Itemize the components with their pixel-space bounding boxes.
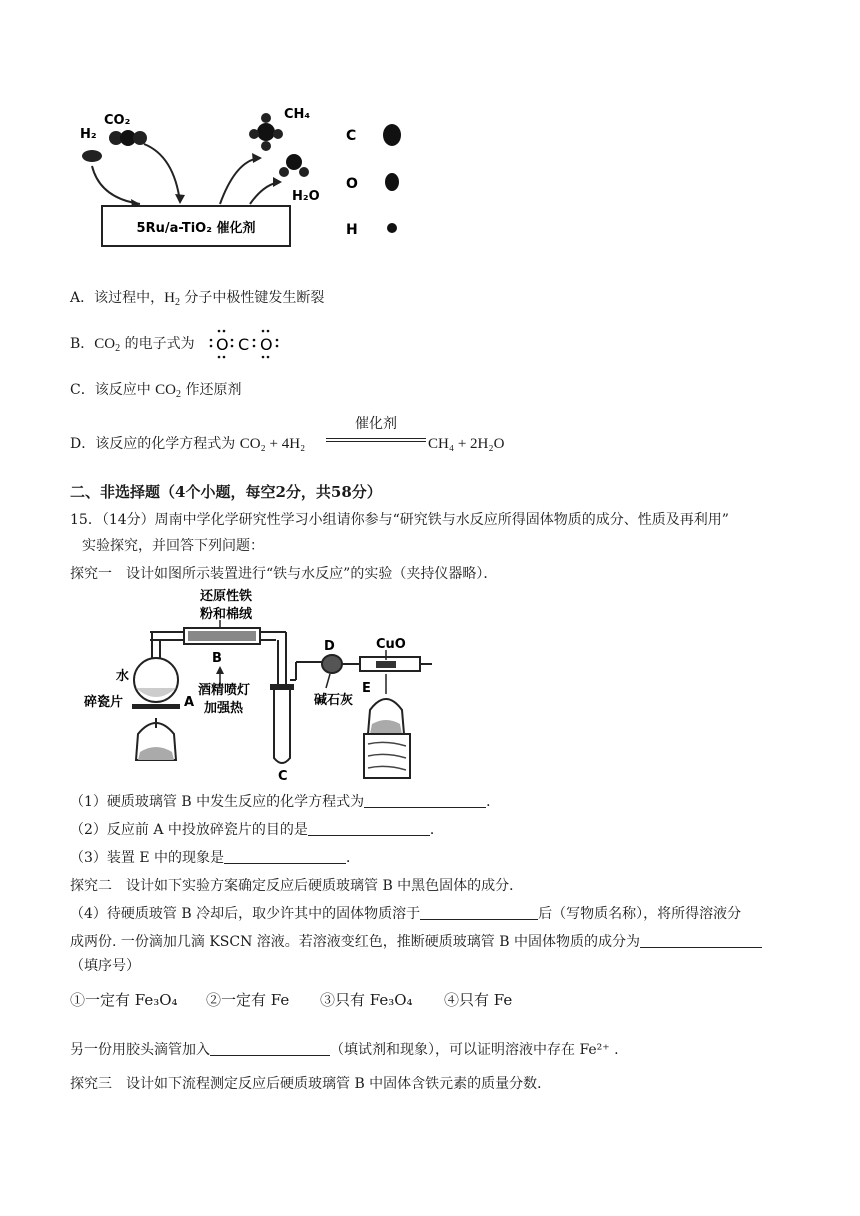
option-d-reactants: CO₂ + 4H₂ — [239, 436, 306, 452]
q4-line2-text: 成两份. 一份滴加几滴 KSCN 溶液。若溶液变红色，推断硬质玻璃管 B 中固体物质的成分为 — [70, 934, 640, 950]
q2-answer-blank[interactable] — [308, 821, 430, 836]
iron-label-2: 粉和棉绒 — [200, 607, 253, 622]
catalysis-diagram — [70, 100, 430, 270]
ch4-c-atom-icon — [257, 123, 275, 141]
legend-o-atom-icon — [385, 173, 399, 191]
q4-composition-blank[interactable] — [640, 933, 762, 948]
equals-line-bottom — [326, 441, 426, 442]
co2-arrow-icon — [144, 144, 180, 202]
h2o-o-atom-icon — [286, 154, 302, 170]
section-title: 二、非选择题（4个小题，每空2分，共58分） — [70, 483, 382, 501]
option-d-prefix: D．该反应的化学方程式为 — [70, 436, 240, 452]
q3-text: （3）装置 E 中的现象是 — [70, 850, 225, 866]
legend-o-label: O — [346, 176, 358, 192]
option-d — [70, 434, 305, 454]
h-atom-icon — [273, 129, 283, 139]
legend-h-atom-icon — [387, 223, 397, 233]
soda-lime-label: 碱石灰 — [314, 693, 354, 708]
catalyst-label: 5Ru/a-TiO₂ 催化剂 — [136, 221, 256, 236]
h-atom-icon — [261, 113, 271, 123]
option-c-prefix: C．该反应中 — [70, 382, 156, 398]
option-a-subscript: 2 — [174, 297, 180, 308]
h-atom-icon — [249, 129, 259, 139]
option-a-suffix: 分子中极性键发生断裂 — [179, 290, 325, 306]
q3 — [70, 848, 360, 868]
option-c — [70, 380, 241, 400]
option-c-molecule: CO — [155, 382, 177, 398]
option-b — [70, 334, 195, 354]
electron-dot-o-right: O — [260, 335, 273, 354]
option-a-molecule: H — [164, 290, 175, 306]
q4-text-mid: 后（写物质名称），将所得溶液分 — [538, 906, 742, 922]
iron-powder-pattern — [188, 631, 256, 641]
h2-molecule-icon — [82, 150, 102, 162]
legend-c-atom-icon — [383, 124, 401, 146]
apparatus-diagram — [80, 584, 450, 784]
electron-dot-svg — [200, 322, 290, 362]
q3-answer-blank[interactable] — [224, 849, 346, 864]
ch4-label: CH₄ — [284, 107, 311, 122]
co2-label: CO₂ — [104, 113, 131, 128]
cuo-label: CuO — [376, 637, 406, 652]
option-c-suffix: 作还原剂 — [181, 382, 242, 398]
label-pointer — [326, 674, 330, 688]
q15-intro-line1: 15．（14分）周南中学化学研究性学习小组请你参与“研究铁与水反应所得固体物质的成分、性质及再利用” — [70, 512, 729, 528]
tube-b-label: B — [212, 651, 222, 666]
explore3: 探究三 设计如下流程测定反应后硬质玻璃管 B 中固体含铁元素的质量分数． — [70, 1076, 552, 1092]
equals-line-top — [326, 438, 426, 439]
arrowhead-icon — [273, 177, 282, 187]
explore2: 探究二 设计如下实验方案确定反应后硬质玻璃管 B 中黑色固体的成分． — [70, 878, 524, 894]
reaction-arrow — [326, 416, 426, 446]
electron-dot-formula — [200, 322, 290, 362]
q4-text: （4）待硬质玻管 B 冷却后，取少许其中的固体物质溶于 — [70, 906, 421, 922]
option-a — [70, 288, 324, 308]
test-tube-c-icon — [274, 688, 290, 763]
choice-4: ④只有 Fe — [444, 991, 513, 1009]
flask-a-label: A — [184, 695, 195, 710]
h-atom-icon — [299, 167, 309, 177]
h2o-label: H₂O — [292, 189, 320, 204]
q4-reagent-blank[interactable] — [210, 1041, 330, 1056]
choices-row — [70, 990, 512, 1010]
choice-3: ③只有 Fe₃O₄ — [320, 991, 413, 1009]
option-b-middle: 的电子式为 — [120, 336, 195, 352]
q2-end: ． — [429, 822, 444, 838]
electron-dot-o-left: O — [216, 335, 229, 354]
legend-c-label: C — [346, 128, 357, 144]
tripod-ring — [132, 704, 180, 709]
choice-2: ②一定有 Fe — [206, 991, 290, 1009]
q4-solvent-blank[interactable] — [420, 905, 538, 920]
cuo-fill — [376, 661, 396, 668]
apparatus-figure — [80, 584, 450, 784]
ch4-arrow-icon — [220, 158, 260, 204]
q3-end: ． — [346, 850, 361, 866]
q4-another-text: 另一份用胶头滴管加入 — [70, 1042, 210, 1058]
arrowhead-icon — [216, 666, 224, 674]
option-a-prefix: A．该过程中， — [70, 290, 165, 306]
tube-c-label: C — [278, 769, 288, 784]
h-atom-icon — [261, 141, 271, 151]
q1 — [70, 792, 500, 812]
lamp-label-2: 加强热 — [204, 701, 244, 716]
q15-intro-line2: 实验探究，并回答下列问题： — [82, 538, 264, 554]
chips-label: 碎瓷片 — [84, 695, 124, 710]
water-label: 水 — [116, 669, 130, 684]
co2-o-atom-icon — [133, 131, 147, 145]
q2-text: （2）反应前 A 中投放碎瓷片的目的是 — [70, 822, 308, 838]
stopper-c — [270, 684, 294, 690]
arrowhead-icon — [252, 153, 262, 163]
q4-line2 — [70, 932, 762, 952]
reaction-condition: 催化剂 — [355, 416, 397, 432]
d-label: D — [324, 639, 335, 654]
legend-h-label: H — [346, 222, 358, 238]
h-atom-icon — [279, 167, 289, 177]
explore1: 探究一 设计如图所示装置进行“铁与水反应”的实验（夹持仪器略）． — [70, 566, 498, 582]
arrowhead-icon — [175, 194, 185, 204]
option-b-subscript: 2 — [115, 343, 121, 354]
h2-arrow-icon — [92, 166, 140, 204]
option-b-prefix: B． — [70, 336, 95, 352]
option-b-molecule: CO — [94, 336, 116, 352]
q4-another — [70, 1040, 619, 1060]
e-label: E — [362, 681, 371, 696]
q2 — [70, 820, 444, 840]
option-c-subscript: 2 — [176, 389, 182, 400]
q4-line1 — [70, 904, 741, 924]
q1-text: （1）硬质玻璃管 B 中发生反应的化学方程式为 — [70, 794, 365, 810]
drying-tube-d-icon — [322, 655, 342, 673]
catalysis-figure — [70, 100, 430, 270]
h2-label: H₂ — [80, 127, 97, 142]
option-d-products: CH₄ + 2H₂O — [428, 436, 505, 452]
q1-end: ． — [486, 794, 501, 810]
q1-answer-blank[interactable] — [364, 793, 486, 808]
choice-1: ①一定有 Fe₃O₄ — [70, 991, 178, 1009]
q4-another-end: （填试剂和现象），可以证明溶液中存在 Fe²⁺ . — [330, 1042, 619, 1058]
electron-dot-c: C — [238, 335, 250, 354]
lamp-label-1: 酒精喷灯 — [198, 683, 251, 698]
q4-line3: （填序号） — [70, 958, 140, 974]
iron-label-1: 还原性铁 — [200, 589, 253, 604]
